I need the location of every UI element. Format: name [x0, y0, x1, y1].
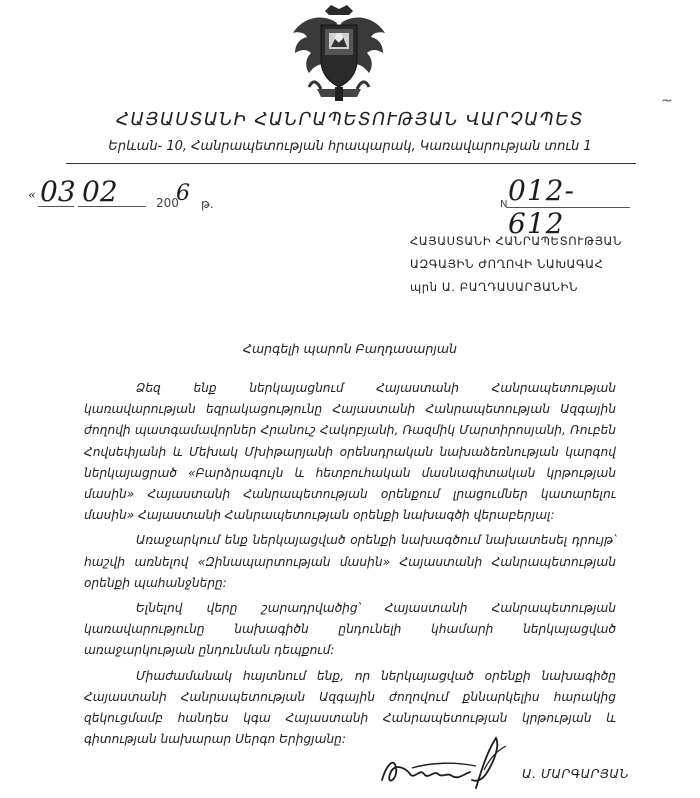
- date-month: 02: [82, 175, 118, 208]
- body-paragraph: Ձեզ ենք ներկայացնում Հայաստանի Հանրապետության կառավարության եզրակացությունը Հայաստանի Հանրապետության Ազգային ժողովի պատգամավորներ Հրանուշ Հակոբյանի, Ռազմիկ Մարտիրոսյանի, Ռուբեն Հովսեփյանի և Մեխակ Մխիթարյանի օրենսդրական նախաձեռնության կարգով ներկայացրած «Բարձրագույն և հետբուհական մասնագիտական կրթության մասին» Հայաստանի Հանրապետության օրենքում լրացումներ կատարելու մասին» Հայաստանի Հանրապետության օրենքի նախագծի վերաբերյալ:: [84, 381, 616, 523]
- date-day: 03: [40, 175, 76, 208]
- number-prefix: N: [500, 199, 508, 210]
- letterhead-title: ՀԱՅԱՍՏԱՆԻ ՀԱՆՐԱՊԵՏՈՒԹՅԱՆ ՎԱՐՉԱՊԵՏ: [116, 109, 584, 130]
- addressee-block: [410, 230, 680, 299]
- date-year-printed: 200: [156, 196, 179, 210]
- date-year-handwritten: 6: [176, 181, 190, 206]
- coat-of-arms-icon: [287, 3, 391, 103]
- addressee-line: ՀԱՅԱՍՏԱՆԻ ՀԱՆՐԱՊԵՏՈՒԹՅԱՆ: [410, 234, 622, 248]
- body-paragraph: Առաջարկում ենք ներկայացված օրենքի նախագծում նախատեսել դրույթ՝ հաշվի առնելով «Զինապարտության մասին» Հայաստանի Հանրապետության օրենքի պահանջները:: [84, 533, 616, 590]
- number-line: [506, 207, 630, 208]
- handwritten-signature: [372, 728, 512, 798]
- letterhead-divider: [66, 163, 636, 164]
- letter-body: [84, 378, 616, 754]
- addressee-line: ԱԶԳԱՅԻՆ ԺՈՂՈՎԻ ՆԱԽԱԳԱՀ: [410, 257, 604, 271]
- number-value: 012-612: [508, 174, 575, 240]
- signer-name: Ա. ՄԱՐԳԱՐՅԱՆ: [522, 766, 630, 781]
- salutation: Հարգելի պարոն Բաղդասարյան: [243, 341, 457, 356]
- date-day-line: [38, 206, 74, 207]
- date-suffix: թ.: [201, 197, 214, 211]
- date-month-line: [78, 206, 146, 207]
- letterhead-address: Երևան- 10, Հանրապետության հրապարակ, Կառավարության տուն 1: [108, 139, 592, 154]
- body-paragraph: Ելնելով վերը շարադրվածից՝ Հայաստանի Հանրապետության կառավարությունը նախագիծն ընդունելի կհամարի ներկայացված առաջարկության ընդունման դեպքում:: [84, 601, 616, 658]
- body-paragraph: Միաժամանակ հայտնում ենք, որ ներկայացված օրենքի նախագիծը Հայաստանի Հանրապետության Ազգային ժողովում քննարկելիս հարակից զեկուցմամբ հանդես կգա Հայաստանի Հանրապետության կրթության և գիտության նախարար Սերգո Երիցյանը:: [84, 668, 616, 747]
- addressee-line: պրն Ա. ԲԱՂԴԱՍԱՐՅԱՆԻՆ: [410, 280, 579, 294]
- date-open-quote: «: [28, 188, 36, 203]
- stray-mark: ~: [661, 93, 673, 109]
